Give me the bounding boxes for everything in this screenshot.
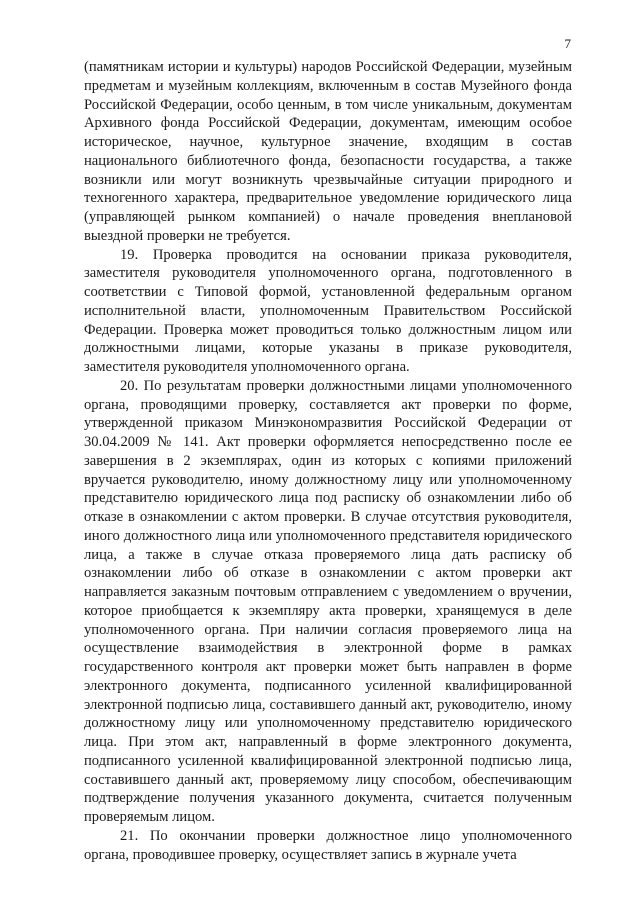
paragraph-19: 19. Проверка проводится на основании приказа руководителя, заместителя руководителя уполномоченного органа, подготовленного в соответствии с Типовой формой, установленной федеральным органом исполнительной власти, уполномоченным Правительством Российской Федерации. Проверка может проводиться только должностным лицом или должностными лицами, которые указаны в приказе руководителя, заместителя руководителя уполномоченного органа. (84, 246, 572, 375)
document-body (84, 58, 572, 864)
paragraph-21: 21. По окончании проверки должностное лицо уполномоченного органа, проводившее проверку, осуществляет запись в журнале учета (84, 827, 572, 863)
page-number: 7 (564, 36, 571, 51)
paragraph-continuation: (памятникам истории и культуры) народов Российской Федерации, музейным предметам и музейным коллекциям, включенным в состав Музейного фонда Российской Федерации, особо ценным, в том числе уникальным, документам Архивного фонда Российской Федерации, документам, имеющим особое историческое, научное, культурное значение, входящим в состав национального библиотечного фонда, безопасности государства, а также возникли или могут возникнуть чрезвычайные ситуации природного и техногенного характера, предварительное уведомление юридического лица (управляющей рынком компанией) о начале проведения внеплановой выездной проверки не требуется. (84, 59, 572, 244)
paragraph-20: 20. По результатам проверки должностными лицами уполномоченного органа, проводящими проверку, составляется акт проверки по форме, утвержденной приказом Минэкономразвития Российской Федерации от 30.04.2009 № 141. Акт проверки оформляется непосредственно после ее завершения в 2 экземплярах, один из которых с копиями приложений вручается руководителю, иному должностному лицу или уполномоченному представителю юридического лица под расписку об ознакомлении либо об отказе в ознакомлении с актом проверки. В случае отсутствия руководителя, иного должностного лица или уполномоченного представителя юридического лица, а также в случае отказа проверяемого лица дать расписку об ознакомлении либо об отказе в ознакомлении с актом проверки акт направляется заказным почтовым отправлением с уведомлением о вручении, которое приобщается к экземпляру акта проверки, хранящемуся в деле уполномоченного органа. При наличии согласия проверяемого лица на осуществление взаимодействия в электронной форме в рамках государственного контроля акт проверки может быть направлен в форме электронного документа, подписанного усиленной квалифицированной электронной подписью лица, составившего данный акт, руководителю, иному должностному лицу или уполномоченному представителю юридического лица. При этом акт, направленный в форме электронного документа, подписанного усиленной квалифицированной электронной подписью лица, составившего данный акт, проверяемому лицу способом, обеспечивающим подтверждение получения указанного документа, считается полученным проверяемым лицом. (84, 377, 572, 825)
